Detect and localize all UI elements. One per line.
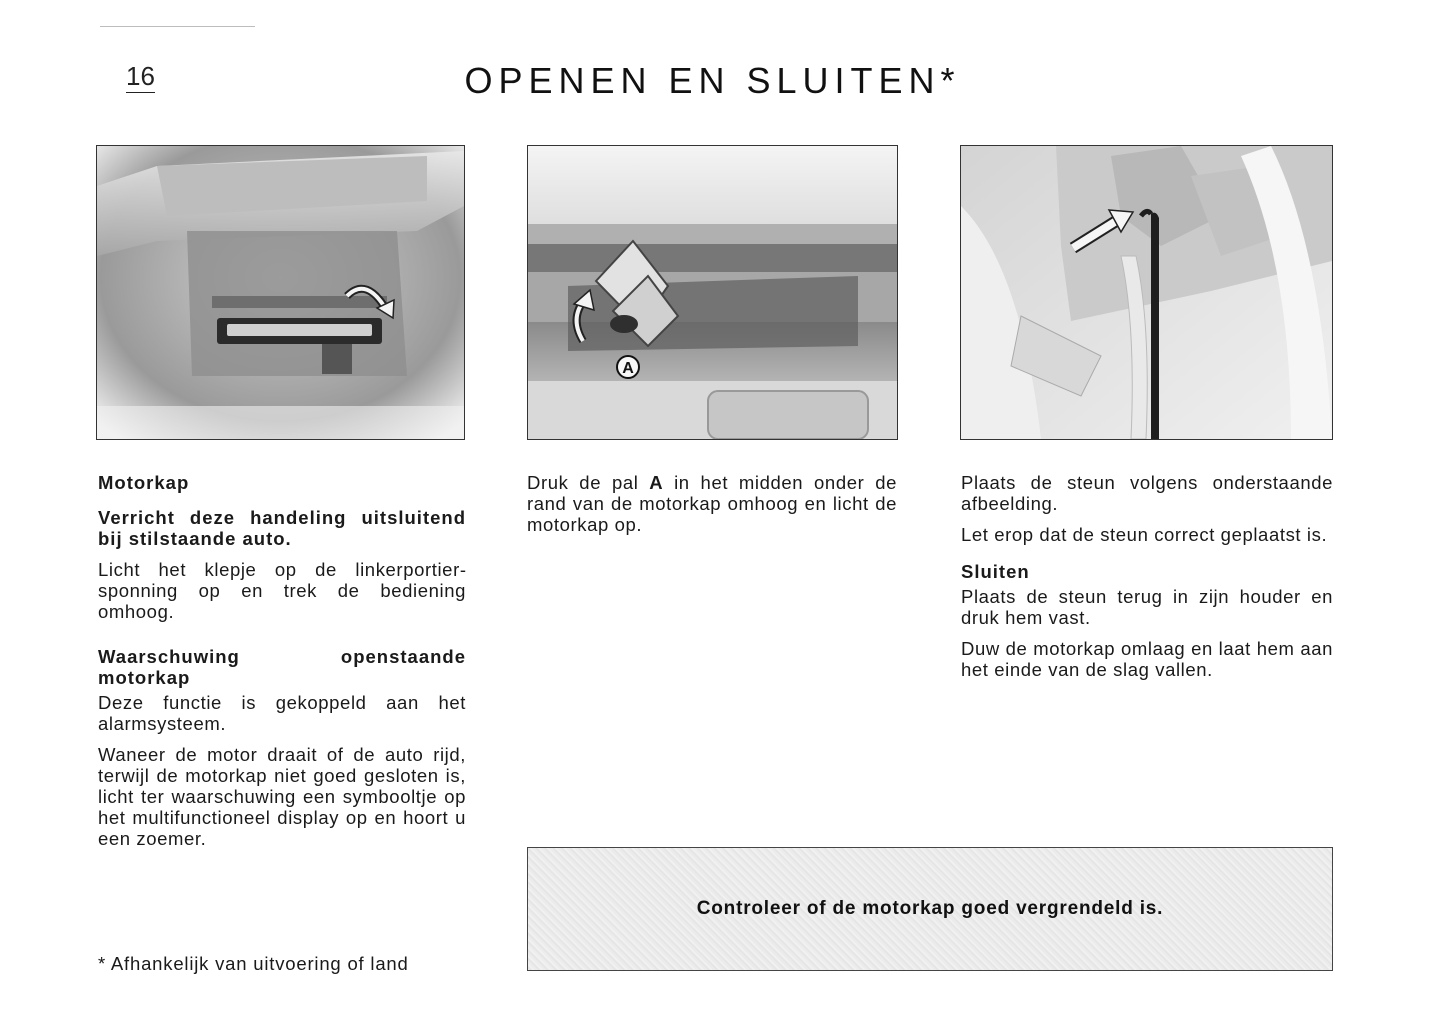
warning-box (527, 847, 1333, 971)
top-rule (100, 26, 255, 27)
paragraph-open-instruction: Licht het klepje op de linkerportiersponning op en trek de bediening omhoog. (98, 559, 466, 622)
photo-hood-latch (527, 145, 898, 440)
heading-sluiten: Sluiten (961, 561, 1030, 582)
column-middle (527, 472, 897, 545)
warning-text: Controleer of de motorkap goed vergrendeld is. (696, 898, 1164, 919)
paragraph-return-support: Plaats de steun terug in zijn houder en druk hem vast. (961, 586, 1333, 628)
latch-letter: A (649, 472, 664, 493)
paragraph-press-latch: Druk de pal A in het midden onder de rand van de motorkap omhoog en licht de motorkap op. (527, 472, 897, 535)
column-left (98, 472, 466, 859)
column-right (961, 472, 1333, 690)
paragraph-place-support: Plaats de steun volgens onderstaande afbeelding. (961, 472, 1333, 514)
paragraph-alarm-link: Deze functie is gekoppeld aan het alarmsysteem. (98, 692, 466, 734)
callout-letter-a: A (622, 360, 634, 377)
page-title: OPENEN EN SLUITEN* (464, 60, 961, 101)
footnote: * Afhankelijk van uitvoering of land (98, 953, 409, 974)
heading-motorkap: Motorkap (98, 472, 190, 493)
paragraph-warning-signal: Waneer de motor draait of de auto rijd, terwijl de motorkap niet goed gesloten is, licht ter waarschuwing een symbooltje op het multifunctioneel display op en hoort u een zoemer. (98, 744, 466, 849)
photo-hood-support-rod (960, 145, 1333, 440)
page-number: 16 (126, 61, 155, 91)
heading-warning-open-hood: Waarschuwing openstaande motorkap (98, 646, 466, 688)
photo-hood-release-lever (96, 145, 465, 440)
paragraph-support-correct: Let erop dat de steun correct geplaatst is. (961, 524, 1328, 545)
safety-note: Verricht deze handeling uitsluitend bij stilstaande auto. (98, 507, 466, 549)
paragraph-close-hood: Duw de motorkap omlaag en laat hem aan het einde van de slag vallen. (961, 638, 1333, 680)
